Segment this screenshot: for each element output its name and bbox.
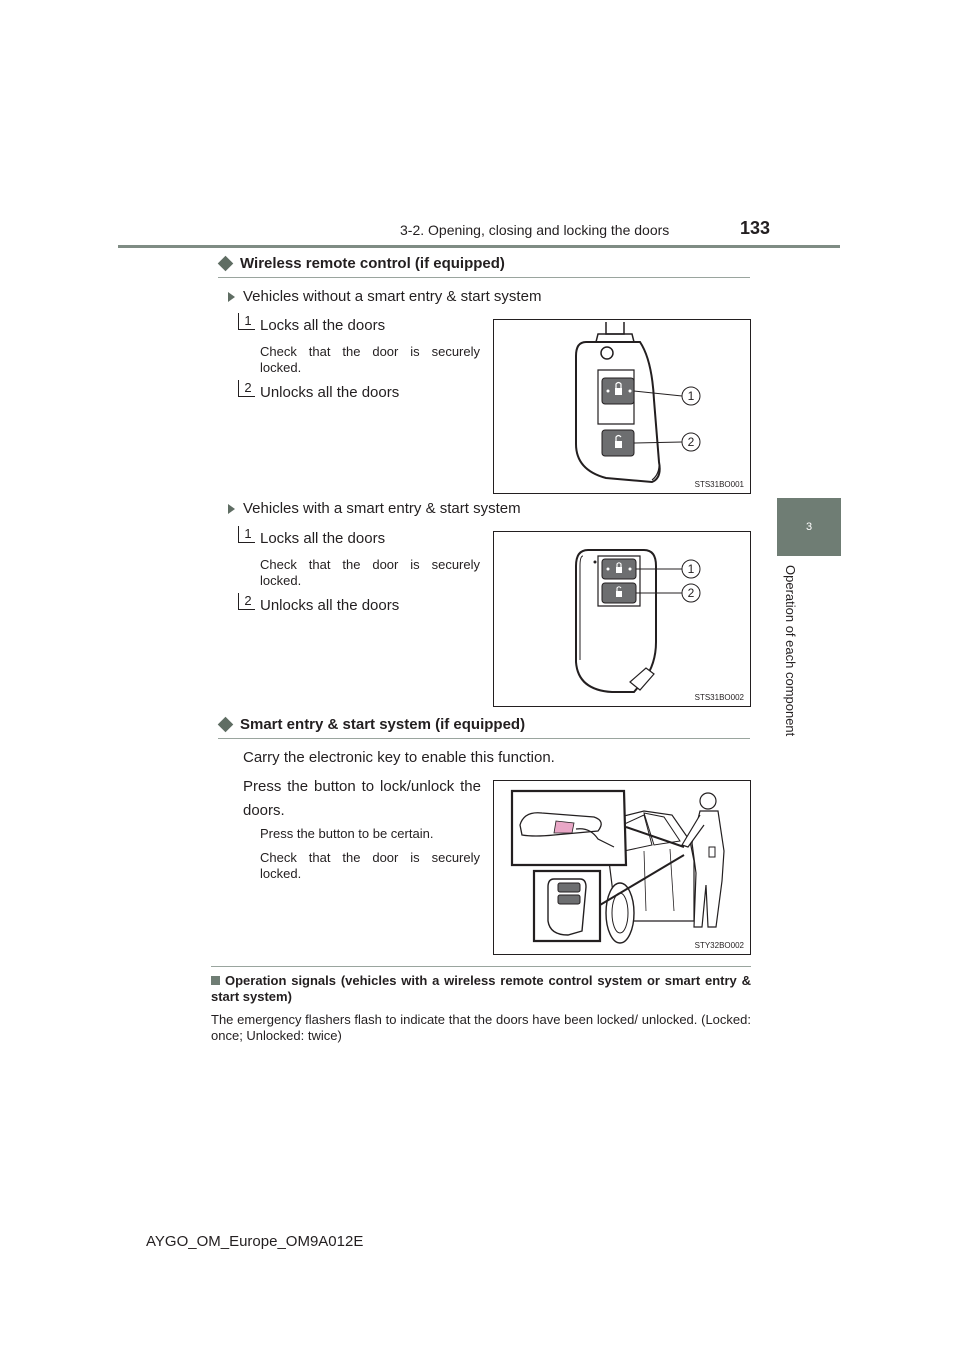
subheading-without-smart bbox=[228, 288, 541, 305]
callout-1: 1 bbox=[687, 389, 695, 403]
item-label: Unlocks all the doors bbox=[260, 597, 400, 614]
item-label: Unlocks all the doors bbox=[260, 384, 400, 401]
section-rule bbox=[218, 738, 750, 739]
callout-2: 2 bbox=[687, 586, 695, 600]
diamond-icon bbox=[218, 717, 234, 733]
smart-entry-note-1: Press the button to be certain. bbox=[260, 826, 434, 841]
wireless-heading bbox=[218, 255, 505, 272]
figure-code: STS31BO001 bbox=[694, 480, 744, 489]
header-rule bbox=[118, 245, 840, 248]
smart-entry-heading bbox=[218, 716, 525, 733]
item-note: Check that the door is securely locked. bbox=[260, 557, 480, 588]
chapter-tab bbox=[777, 498, 841, 556]
triangle-bullet-icon bbox=[228, 292, 235, 302]
key-fob-illustration bbox=[494, 320, 750, 493]
document-code: AYGO_OM_Europe_OM9A012E bbox=[146, 1233, 364, 1250]
figure-key-without-smart bbox=[493, 319, 751, 494]
item-note: Check that the door is securely locked. bbox=[260, 344, 480, 375]
smart-entry-heading-text: Smart entry & start system (if equipped) bbox=[240, 716, 526, 733]
item-label: Locks all the doors bbox=[260, 530, 386, 547]
chapter-title-vertical bbox=[783, 565, 815, 755]
operation-signals-body: The emergency flashers flash to indicate that the doors have been locked/ unlocked. (Locked: once; Unlocked: twice) bbox=[211, 1012, 751, 1043]
figure-key-with-smart bbox=[493, 531, 751, 707]
item-number: 1 bbox=[238, 526, 255, 543]
figure-code: STY32BO002 bbox=[694, 941, 744, 950]
square-bullet-icon bbox=[211, 976, 220, 985]
figure-smart-entry bbox=[493, 780, 751, 955]
chapter-number: 3 bbox=[805, 521, 813, 533]
callout-1: 1 bbox=[687, 562, 695, 576]
figure-code: STS31BO002 bbox=[694, 693, 744, 702]
item-number: 1 bbox=[238, 313, 255, 330]
triangle-bullet-icon bbox=[228, 504, 235, 514]
item-number: 2 bbox=[238, 380, 255, 397]
subheading-text: Vehicles without a smart entry & start system bbox=[243, 288, 542, 305]
section-rule bbox=[218, 277, 750, 278]
smart-key-illustration bbox=[494, 532, 750, 706]
operation-signals-heading-text: Operation signals (vehicles with a wireless remote control system or smart entry & start system) bbox=[211, 973, 751, 1004]
wireless-heading-text: Wireless remote control (if equipped) bbox=[240, 255, 505, 272]
operation-signals-heading bbox=[211, 973, 751, 1005]
subheading-with-smart bbox=[228, 500, 521, 517]
subheading-text: Vehicles with a smart entry & start system bbox=[243, 500, 521, 517]
item-label: Locks all the doors bbox=[260, 317, 386, 334]
page-number: 133 bbox=[740, 218, 771, 238]
section-title: 3-2. Opening, closing and locking the doors bbox=[400, 222, 670, 238]
diamond-icon bbox=[218, 256, 234, 272]
callout-2: 2 bbox=[687, 435, 695, 449]
door-handle-illustration bbox=[494, 781, 750, 954]
smart-entry-instruction: Press the button to lock/unlock the doors. bbox=[243, 778, 481, 819]
item-number: 2 bbox=[238, 593, 255, 610]
smart-entry-note-2: Check that the door is securely locked. bbox=[260, 850, 480, 881]
smart-entry-intro: Carry the electronic key to enable this function. bbox=[243, 749, 555, 766]
chapter-title: Operation of each component bbox=[783, 565, 798, 737]
section-rule bbox=[211, 966, 751, 967]
